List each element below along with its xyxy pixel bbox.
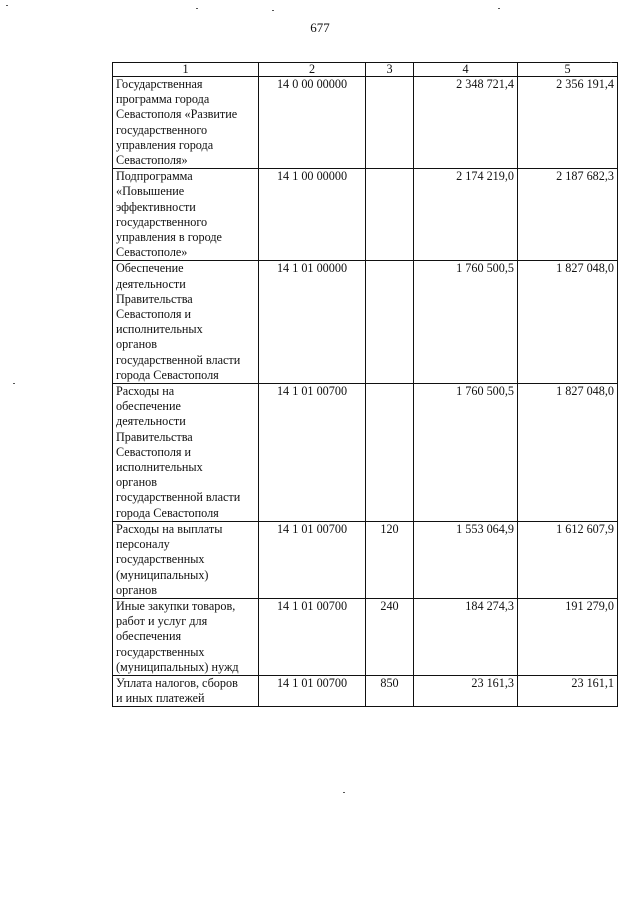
name-line: государственного [116, 122, 208, 137]
name-line: Севастополя и [116, 307, 192, 322]
cell-value-year-1: 1 553 064,9 [414, 521, 518, 598]
name-line: (муниципальных) [116, 567, 209, 582]
name-line: государственных [116, 552, 205, 567]
cell-value-year-1: 1 760 500,5 [414, 384, 518, 522]
header-col-4: 4 [414, 63, 518, 77]
name-line: работ и услуг для [116, 614, 208, 629]
name-line: и иных платежей [116, 691, 205, 706]
cell-code: 14 0 00 00000 [259, 77, 366, 169]
table-row [113, 384, 618, 522]
cell-name [113, 675, 259, 706]
name-line: Правительства [116, 429, 193, 444]
name-line: программа города [116, 92, 210, 107]
name-line: Севастополя» [116, 153, 188, 168]
name-line: Севастополя «Развитие [116, 107, 238, 122]
cell-expense-type: 120 [366, 521, 414, 598]
name-line: Севастополя и [116, 444, 192, 459]
cell-value-year-2: 1 827 048,0 [518, 384, 618, 522]
name-line: города Севастополя [116, 505, 219, 520]
table-row [113, 598, 618, 675]
cell-expense-type [366, 169, 414, 261]
name-line: Правительства [116, 291, 193, 306]
cell-value-year-2: 191 279,0 [518, 598, 618, 675]
table-row [113, 521, 618, 598]
name-line: Государственная [116, 77, 203, 91]
scan-speck [343, 792, 345, 793]
cell-value-year-2: 2 356 191,4 [518, 77, 618, 169]
cell-expense-type: 240 [366, 598, 414, 675]
scan-speck [13, 383, 15, 384]
cell-value-year-1: 1 760 500,5 [414, 261, 518, 384]
cell-expense-type [366, 77, 414, 169]
name-line: государственных [116, 644, 205, 659]
name-line: управления города [116, 137, 214, 152]
cell-value-year-1: 184 274,3 [414, 598, 518, 675]
cell-value-year-1: 23 161,3 [414, 675, 518, 706]
name-line: органов [116, 582, 157, 597]
cell-value-year-1: 2 174 219,0 [414, 169, 518, 261]
name-line: обеспечение [116, 399, 181, 414]
name-line: Расходы на [116, 384, 175, 399]
cell-code: 14 1 01 00700 [259, 521, 366, 598]
cell-name [113, 521, 259, 598]
budget-table [112, 62, 618, 707]
header-col-1: 1 [113, 63, 259, 77]
cell-code: 14 1 01 00700 [259, 384, 366, 522]
name-line: города Севастополя [116, 367, 219, 382]
name-line: (муниципальных) нужд [116, 659, 239, 674]
table-row [113, 675, 618, 706]
header-col-3: 3 [366, 63, 414, 77]
scan-speck [498, 8, 500, 9]
name-line: исполнительных [116, 460, 203, 475]
name-line: органов [116, 475, 157, 490]
name-line: Подпрограмма [116, 169, 193, 184]
cell-value-year-2: 23 161,1 [518, 675, 618, 706]
name-line: Севастополе» [116, 245, 188, 260]
name-line: деятельности [116, 276, 186, 291]
table-row [113, 169, 618, 261]
scan-speck [196, 8, 198, 9]
cell-expense-type [366, 261, 414, 384]
name-line: государственного [116, 214, 208, 229]
cell-code: 14 1 00 00000 [259, 169, 366, 261]
scan-speck [6, 5, 8, 6]
cell-name [113, 261, 259, 384]
name-line: Уплата налогов, сборов [116, 675, 238, 690]
name-line: исполнительных [116, 322, 203, 337]
table-row [113, 77, 618, 169]
name-line: государственной власти [116, 490, 241, 505]
name-line: обеспечения [116, 629, 182, 644]
cell-code: 14 1 01 00700 [259, 675, 366, 706]
cell-value-year-1: 2 348 721,4 [414, 77, 518, 169]
cell-name [113, 77, 259, 169]
name-line: «Повышение [116, 184, 185, 199]
cell-name [113, 598, 259, 675]
cell-expense-type: 850 [366, 675, 414, 706]
header-row [113, 63, 618, 77]
name-line: деятельности [116, 414, 186, 429]
cell-expense-type [366, 384, 414, 522]
name-line: государственной власти [116, 352, 241, 367]
name-line: Обеспечение [116, 261, 184, 276]
name-line: Расходы на выплаты [116, 521, 223, 536]
name-line: управления в городе [116, 230, 222, 245]
name-line: органов [116, 337, 157, 352]
cell-value-year-2: 1 612 607,9 [518, 521, 618, 598]
name-line: Иные закупки товаров, [116, 598, 236, 613]
scan-speck [610, 62, 612, 63]
cell-code: 14 1 01 00700 [259, 598, 366, 675]
cell-name [113, 169, 259, 261]
name-line: персоналу [116, 537, 170, 552]
scan-speck [272, 10, 274, 11]
cell-value-year-2: 2 187 682,3 [518, 169, 618, 261]
cell-name [113, 384, 259, 522]
page-number: 677 [310, 20, 330, 35]
table-row [113, 261, 618, 384]
header-col-2: 2 [259, 63, 366, 77]
cell-code: 14 1 01 00000 [259, 261, 366, 384]
header-col-5: 5 [518, 63, 618, 77]
name-line: эффективности [116, 199, 196, 214]
cell-value-year-2: 1 827 048,0 [518, 261, 618, 384]
